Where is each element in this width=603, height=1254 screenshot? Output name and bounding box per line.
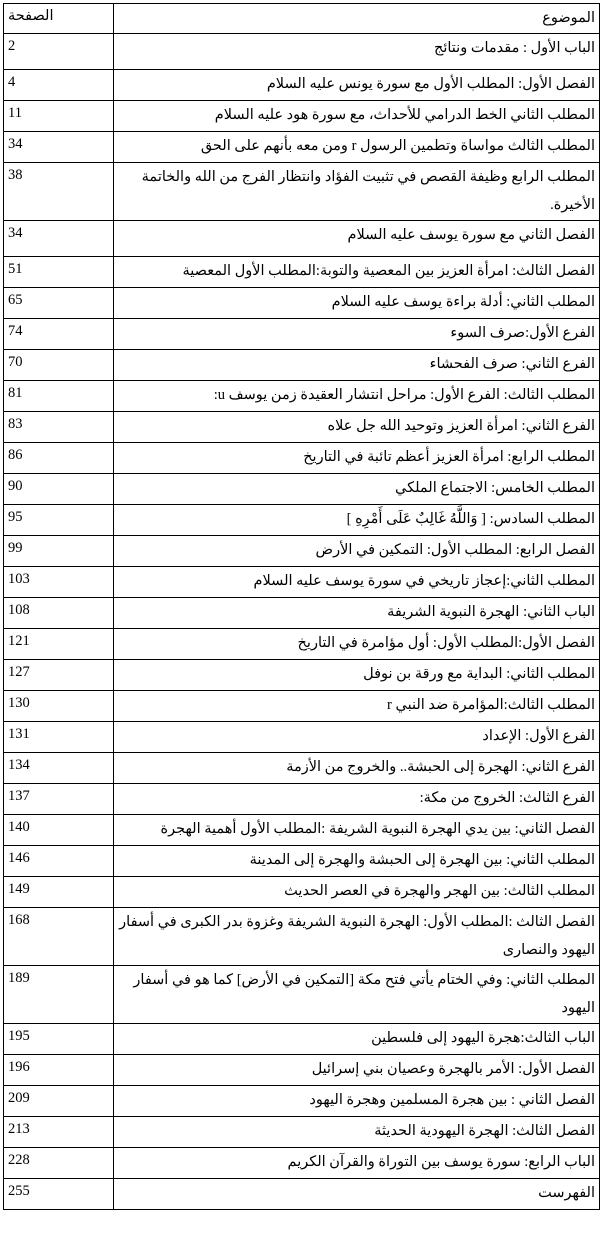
- page-number-cell: 81: [4, 381, 114, 412]
- topic-cell: الفصل الأول: الأمر بالهجرة وعصيان بني إسرائيل: [114, 1055, 600, 1086]
- table-row: [4, 443, 600, 474]
- topic-cell: الفصل الثالث :المطلب الأول: الهجرة النبوية الشريفة وغزوة بدر الكبرى في أسفار اليهود والنصارى: [114, 908, 600, 966]
- header-row: [4, 4, 600, 34]
- page-number-cell: 34: [4, 132, 114, 163]
- topic-cell: المطلب الثاني: البداية مع ورقة بن نوفل: [114, 660, 600, 691]
- topic-cell: المطلب الرابع: امرأة العزيز أعظم تائبة في التاريخ: [114, 443, 600, 474]
- table-row: [4, 34, 600, 70]
- topic-cell: الفصل الثالث: الهجرة اليهودية الحديثة: [114, 1117, 600, 1148]
- topic-cell: الفصل الرابع: المطلب الأول: التمكين في الأرض: [114, 536, 600, 567]
- page-number-cell: 213: [4, 1117, 114, 1148]
- table-row: [4, 784, 600, 815]
- page-number-cell: 137: [4, 784, 114, 815]
- table-row: [4, 908, 600, 966]
- page-number-cell: 95: [4, 505, 114, 536]
- topic-cell: المطلب الثاني:إعجاز تاريخي في سورة يوسف عليه السلام: [114, 567, 600, 598]
- topic-cell: الباب الرابع: سورة يوسف بين التوراة والقرآن الكريم: [114, 1148, 600, 1179]
- table-row: [4, 877, 600, 908]
- page-number-cell: 196: [4, 1055, 114, 1086]
- table-row: [4, 163, 600, 221]
- table-row: [4, 691, 600, 722]
- page-number-cell: 228: [4, 1148, 114, 1179]
- table-row: [4, 567, 600, 598]
- table-row: [4, 288, 600, 319]
- topic-cell: المطلب الثاني الخط الدرامي للأحداث، مع سورة هود عليه السلام: [114, 101, 600, 132]
- topic-cell: الفرع الثاني: امرأة العزيز وتوحيد الله جل علاه: [114, 412, 600, 443]
- page-number-cell: 121: [4, 629, 114, 660]
- page-number-cell: 65: [4, 288, 114, 319]
- table-row: [4, 257, 600, 288]
- page-number-cell: 51: [4, 257, 114, 288]
- table-row: [4, 70, 600, 101]
- topic-cell: الفرع الثاني: الهجرة إلى الحبشة.. والخروج من الأزمة: [114, 753, 600, 784]
- topic-cell: الفصل الثاني : بين هجرة المسلمين وهجرة اليهود: [114, 1086, 600, 1117]
- page-column-header: الصفحة: [4, 4, 114, 34]
- page-number-cell: 146: [4, 846, 114, 877]
- topic-cell: الباب الثالث:هجرة اليهود إلى فلسطين: [114, 1024, 600, 1055]
- table-row: [4, 722, 600, 753]
- table-row: [4, 536, 600, 567]
- page-number-cell: 140: [4, 815, 114, 846]
- page-number-cell: 34: [4, 221, 114, 257]
- table-row: [4, 381, 600, 412]
- table-row: [4, 319, 600, 350]
- topic-cell: الفصل الأول:المطلب الأول: أول مؤامرة في التاريخ: [114, 629, 600, 660]
- page-number-cell: 209: [4, 1086, 114, 1117]
- table-row: [4, 966, 600, 1024]
- table-row: [4, 1148, 600, 1179]
- page-number-cell: 127: [4, 660, 114, 691]
- topic-cell: المطلب الثالث مواساة وتطمين الرسول r ومن معه بأنهم على الحق: [114, 132, 600, 163]
- topic-cell: المطلب السادس: [ وَاللَّهُ غَالِبٌ عَلَى أَمْرِهِ ]: [114, 505, 600, 536]
- table-row: [4, 846, 600, 877]
- page-number-cell: 74: [4, 319, 114, 350]
- table-row: [4, 629, 600, 660]
- topic-cell: الباب الأول : مقدمات ونتائج: [114, 34, 600, 70]
- page-number-cell: 90: [4, 474, 114, 505]
- table-row: [4, 598, 600, 629]
- topic-cell: الفرع الأول:صرف السوء: [114, 319, 600, 350]
- page-number-cell: 11: [4, 101, 114, 132]
- table-row: [4, 1117, 600, 1148]
- topic-cell: المطلب الخامس: الاجتماع الملكي: [114, 474, 600, 505]
- topic-cell: الفصل الثاني مع سورة يوسف عليه السلام: [114, 221, 600, 257]
- table-row: [4, 132, 600, 163]
- topic-cell: الفرع الأول: الإعداد: [114, 722, 600, 753]
- page-number-cell: 2: [4, 34, 114, 70]
- page-number-cell: 86: [4, 443, 114, 474]
- table-row: [4, 815, 600, 846]
- page-number-cell: 83: [4, 412, 114, 443]
- table-row: [4, 753, 600, 784]
- table-row: [4, 1086, 600, 1117]
- table-row: [4, 221, 600, 257]
- table-row: [4, 474, 600, 505]
- topic-column-header: الموضوع: [114, 4, 600, 34]
- page-number-cell: 4: [4, 70, 114, 101]
- page-number-cell: 131: [4, 722, 114, 753]
- page-number-cell: 103: [4, 567, 114, 598]
- topic-cell: المطلب الثاني: بين الهجرة إلى الحبشة والهجرة إلى المدينة: [114, 846, 600, 877]
- table-row: [4, 505, 600, 536]
- topic-cell: الفصل الثاني: بين يدي الهجرة النبوية الشريفة :المطلب الأول أهمية الهجرة: [114, 815, 600, 846]
- topic-cell: الباب الثاني: الهجرة النبوية الشريفة: [114, 598, 600, 629]
- page-number-cell: 255: [4, 1179, 114, 1210]
- topic-cell: الفرع الثاني: صرف الفحشاء: [114, 350, 600, 381]
- page-number-cell: 189: [4, 966, 114, 1024]
- topic-cell: الفصل الثالث: امرأة العزيز بين المعصية والتوبة:المطلب الأول المعصية: [114, 257, 600, 288]
- topic-cell: الفرع الثالث: الخروج من مكة:: [114, 784, 600, 815]
- topic-cell: المطلب الثالث:المؤامرة ضد النبي r: [114, 691, 600, 722]
- page-number-cell: 130: [4, 691, 114, 722]
- topic-cell: المطلب الثاني: وفي الختام يأتي فتح مكة [التمكين في الأرض] كما هو في أسفار اليهود: [114, 966, 600, 1024]
- topic-cell: الفهرست: [114, 1179, 600, 1210]
- toc-table: [3, 3, 600, 1210]
- topic-cell: المطلب الثالث: بين الهجر والهجرة في العصر الحديث: [114, 877, 600, 908]
- page-number-cell: 99: [4, 536, 114, 567]
- topic-cell: المطلب الثاني: أدلة براءة يوسف عليه السلام: [114, 288, 600, 319]
- table-row: [4, 412, 600, 443]
- table-row: [4, 101, 600, 132]
- page-number-cell: 149: [4, 877, 114, 908]
- topic-cell: المطلب الرابع وظيفة القصص في تثبيت الفؤاد وانتظار الفرج من الله والخاتمة الأخيرة.: [114, 163, 600, 221]
- topic-cell: المطلب الثالث: الفرع الأول: مراحل انتشار العقيدة زمن يوسف u:: [114, 381, 600, 412]
- page-number-cell: 168: [4, 908, 114, 966]
- table-row: [4, 1179, 600, 1210]
- table-row: [4, 660, 600, 691]
- table-row: [4, 1055, 600, 1086]
- page-number-cell: 195: [4, 1024, 114, 1055]
- page-number-cell: 134: [4, 753, 114, 784]
- page-number-cell: 70: [4, 350, 114, 381]
- page-number-cell: 108: [4, 598, 114, 629]
- page-number-cell: 38: [4, 163, 114, 221]
- table-row: [4, 350, 600, 381]
- table-row: [4, 1024, 600, 1055]
- topic-cell: الفصل الأول: المطلب الأول مع سورة يونس عليه السلام: [114, 70, 600, 101]
